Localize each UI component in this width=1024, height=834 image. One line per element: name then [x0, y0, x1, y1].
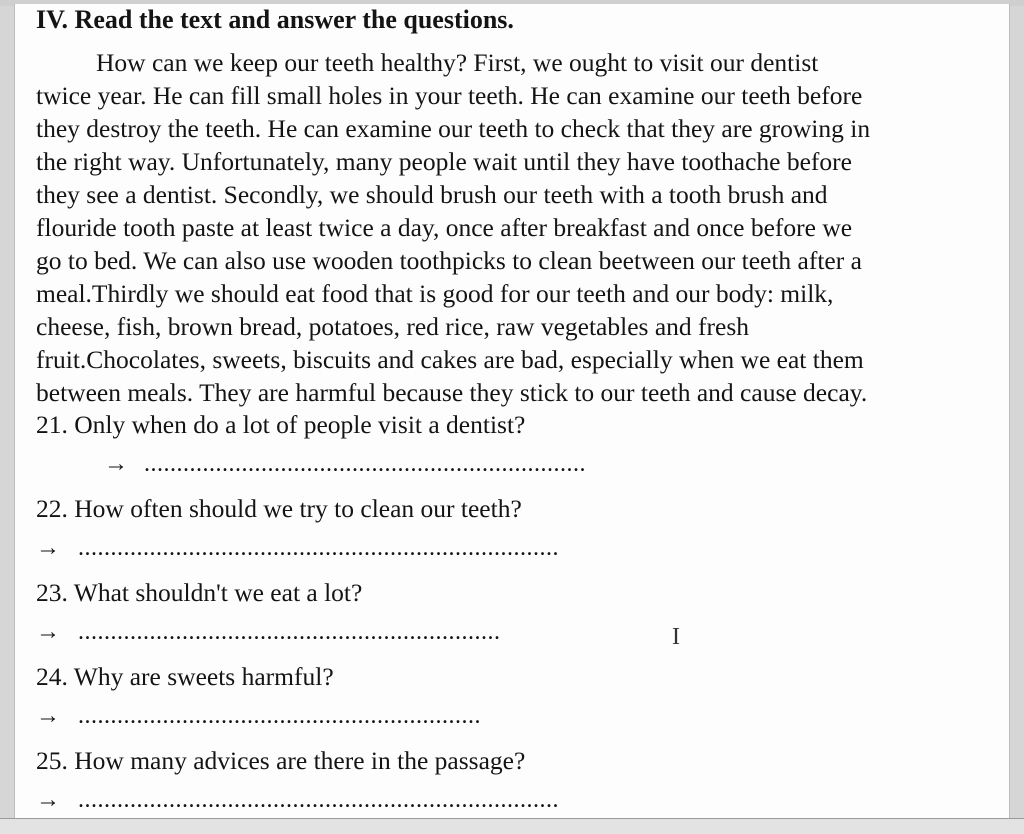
question-22: 22. How often should we try to clean our teeth?: [36, 494, 522, 523]
passage-line: twice year. He can fill small holes in your teeth. He can examine our teeth before: [36, 81, 863, 110]
answer-line-22[interactable]: [36, 535, 559, 562]
passage-line: meal.Thirdly we should eat food that is good for our teeth and our body: milk,: [36, 279, 834, 308]
passage-line: they see a dentist. Secondly, we should brush our teeth with a tooth brush and: [36, 180, 828, 209]
question-25: 25. How many advices are there in the passage?: [36, 746, 526, 775]
answer-blank: ..............................................................: [78, 703, 481, 729]
answer-line-23[interactable]: [36, 619, 501, 646]
text-cursor-icon: I: [672, 624, 680, 650]
arrow-right-icon: →: [36, 787, 60, 813]
passage-line: between meals. They are harmful because they stick to our teeth and cause decay.: [36, 378, 868, 407]
question-23: 23. What shouldn't we eat a lot?: [36, 578, 363, 607]
answer-blank: .................................................................: [78, 619, 501, 645]
arrow-right-icon: →: [104, 451, 128, 477]
arrow-right-icon: →: [36, 535, 60, 561]
answer-blank: ..........................................................................: [78, 535, 559, 561]
passage-line: How can we keep our teeth healthy? First, we ought to visit our dentist: [96, 48, 819, 77]
answer-line-21[interactable]: [104, 451, 586, 478]
passage-line: fruit.Chocolates, sweets, biscuits and cakes are bad, especially when we eat them: [36, 345, 864, 374]
arrow-right-icon: →: [36, 703, 60, 729]
arrow-right-icon: →: [36, 619, 60, 645]
passage-line: they destroy the teeth. He can examine our teeth to check that they are growing in: [36, 114, 871, 143]
question-24: 24. Why are sweets harmful?: [36, 662, 334, 691]
answer-line-24[interactable]: [36, 703, 481, 730]
passage-line: cheese, fish, brown bread, potatoes, red rice, raw vegetables and fresh: [36, 312, 749, 341]
answer-blank: ..........................................................................: [78, 787, 559, 813]
question-21: 21. Only when do a lot of people visit a dentist?: [36, 410, 526, 439]
window-bottom-border: [0, 818, 1024, 834]
passage-line: flouride tooth paste at least twice a day, once after breakfast and once before we: [36, 213, 853, 242]
section-title: IV. Read the text and answer the questions.: [36, 5, 514, 34]
passage-line: the right way. Unfortunately, many people wait until they have toothache before: [36, 147, 852, 176]
reading-passage: [36, 46, 986, 409]
passage-line: go to bed. We can also use wooden toothpicks to clean beetween our teeth after a: [36, 246, 862, 275]
answer-blank: ....................................................................: [144, 451, 586, 477]
answer-line-25[interactable]: [36, 787, 559, 814]
